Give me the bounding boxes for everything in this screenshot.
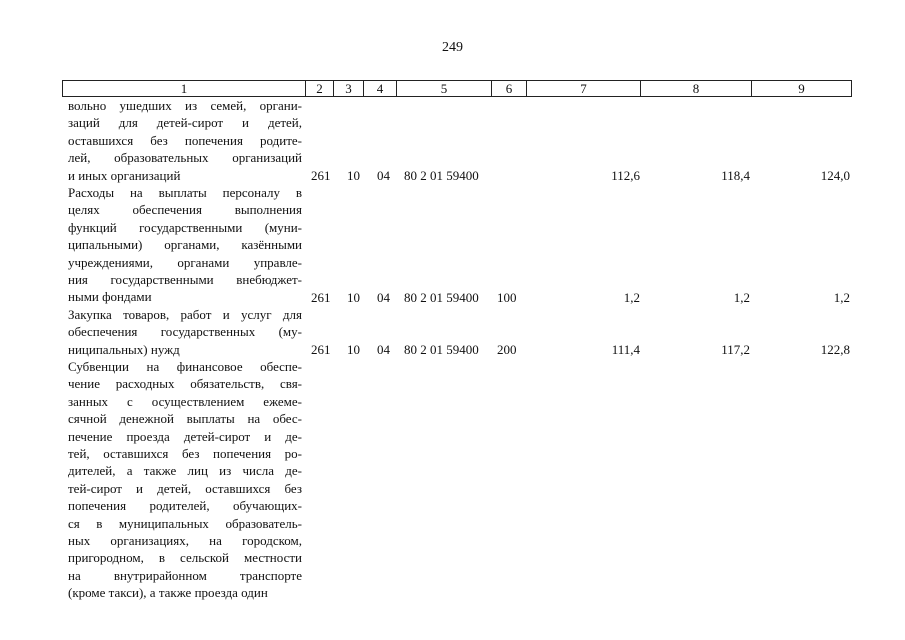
row-2-line-3: функций государственными (муни- <box>68 219 302 235</box>
row-3-col-3: 10 <box>347 342 360 357</box>
row-4-line-8: тей-сирот и детей, оставшихся без <box>68 480 302 496</box>
row-4-line-5: печение проезда детей-сирот и де- <box>68 428 302 444</box>
row-3-line-3: ниципальных) нужд <box>68 341 180 357</box>
row-1-line-1: вольно ушедших из семей, органи- <box>68 98 302 113</box>
row-2-line-1: Расходы на выплаты персоналу в <box>68 185 302 200</box>
row-2-col-5: 80 2 01 59400 <box>404 290 479 305</box>
header-col-4: 4 <box>364 81 397 96</box>
row-3-col-4: 04 <box>377 342 390 357</box>
row-4-line-10: ся в муниципальных образователь- <box>68 515 302 531</box>
row-2-col-4: 04 <box>377 290 390 305</box>
page-number: 249 <box>442 40 463 55</box>
row-3-col-5: 80 2 01 59400 <box>404 342 479 357</box>
row-2-line-7: ными фондами <box>68 289 152 305</box>
row-3-col-6: 200 <box>497 342 517 357</box>
row-4-line-1: Субвенции на финансовое обеспе- <box>68 359 302 374</box>
row-1-line-5: и иных организаций <box>68 167 181 183</box>
row-4-line-9: попечения родителей, обучающих- <box>68 498 302 514</box>
row-4-line-6: тей, оставшихся без попечения ро- <box>68 446 302 462</box>
row-3-line-2: обеспечения государственных (му- <box>68 324 302 340</box>
row-1-col-9: 124,0 <box>820 168 850 183</box>
row-1-col-7: 112,6 <box>611 168 640 183</box>
row-2-line-4: ципальными) органами, казёнными <box>68 237 302 253</box>
header-col-2: 2 <box>306 81 334 96</box>
row-3-description <box>68 306 302 358</box>
row-1-line-3: оставшихся без попечения родите- <box>68 132 302 148</box>
row-4-line-12: пригородном, в сельской местности <box>68 550 302 566</box>
row-2-col-9: 1,2 <box>833 290 850 305</box>
row-1-col-8: 118,4 <box>721 168 750 183</box>
header-col-9: 9 <box>798 81 805 96</box>
row-1-line-2: заций для детей-сирот и детей, <box>68 115 302 131</box>
header-col-8: 8 <box>641 81 752 96</box>
row-2-line-5: учреждениями, органами управле- <box>68 254 302 270</box>
row-3-col-2: 261 <box>311 342 331 357</box>
row-3-col-8: 117,2 <box>721 342 750 357</box>
row-2-col-2: 261 <box>311 290 331 305</box>
row-2-col-8: 1,2 <box>733 290 750 305</box>
row-1-col-2: 261 <box>311 168 331 183</box>
header-col-1: 1 <box>63 81 306 96</box>
table-header-row <box>62 80 852 97</box>
row-4-line-14: (кроме такси), а также проезда один <box>68 585 268 601</box>
row-1-description <box>68 97 302 184</box>
row-3-line-1: Закупка товаров, работ и услуг для <box>68 307 302 322</box>
row-1-col-4: 04 <box>377 168 390 183</box>
row-4-line-2: чение расходных обязательств, свя- <box>68 376 302 392</box>
header-col-5: 5 <box>397 81 492 96</box>
row-2-line-2: целях обеспечения выполнения <box>68 202 302 218</box>
row-4-line-11: ных организациях, на городском, <box>68 533 302 549</box>
row-4-description <box>68 358 302 602</box>
row-3-col-9: 122,8 <box>820 342 850 357</box>
row-2-description <box>68 184 302 306</box>
row-1-col-5: 80 2 01 59400 <box>404 168 479 183</box>
header-col-6: 6 <box>492 81 527 96</box>
header-col-7: 7 <box>527 81 641 96</box>
row-4-line-7: дителей, а также лиц из числа де- <box>68 463 302 479</box>
row-4-line-3: занных с осуществлением ежеме- <box>68 393 302 409</box>
row-2-col-6: 100 <box>497 290 517 305</box>
row-2-col-3: 10 <box>347 290 360 305</box>
row-1-col-3: 10 <box>347 168 360 183</box>
row-4-line-4: сячной денежной выплаты на обес- <box>68 411 302 427</box>
row-3-col-7: 111,4 <box>611 342 640 357</box>
row-2-col-7: 1,2 <box>623 290 640 305</box>
row-1-line-4: лей, образовательных организаций <box>68 150 302 166</box>
header-col-3: 3 <box>334 81 364 96</box>
row-4-line-13: на внутрирайонном транспорте <box>68 567 302 583</box>
row-2-line-6: ния государственными внебюджет- <box>68 272 302 288</box>
